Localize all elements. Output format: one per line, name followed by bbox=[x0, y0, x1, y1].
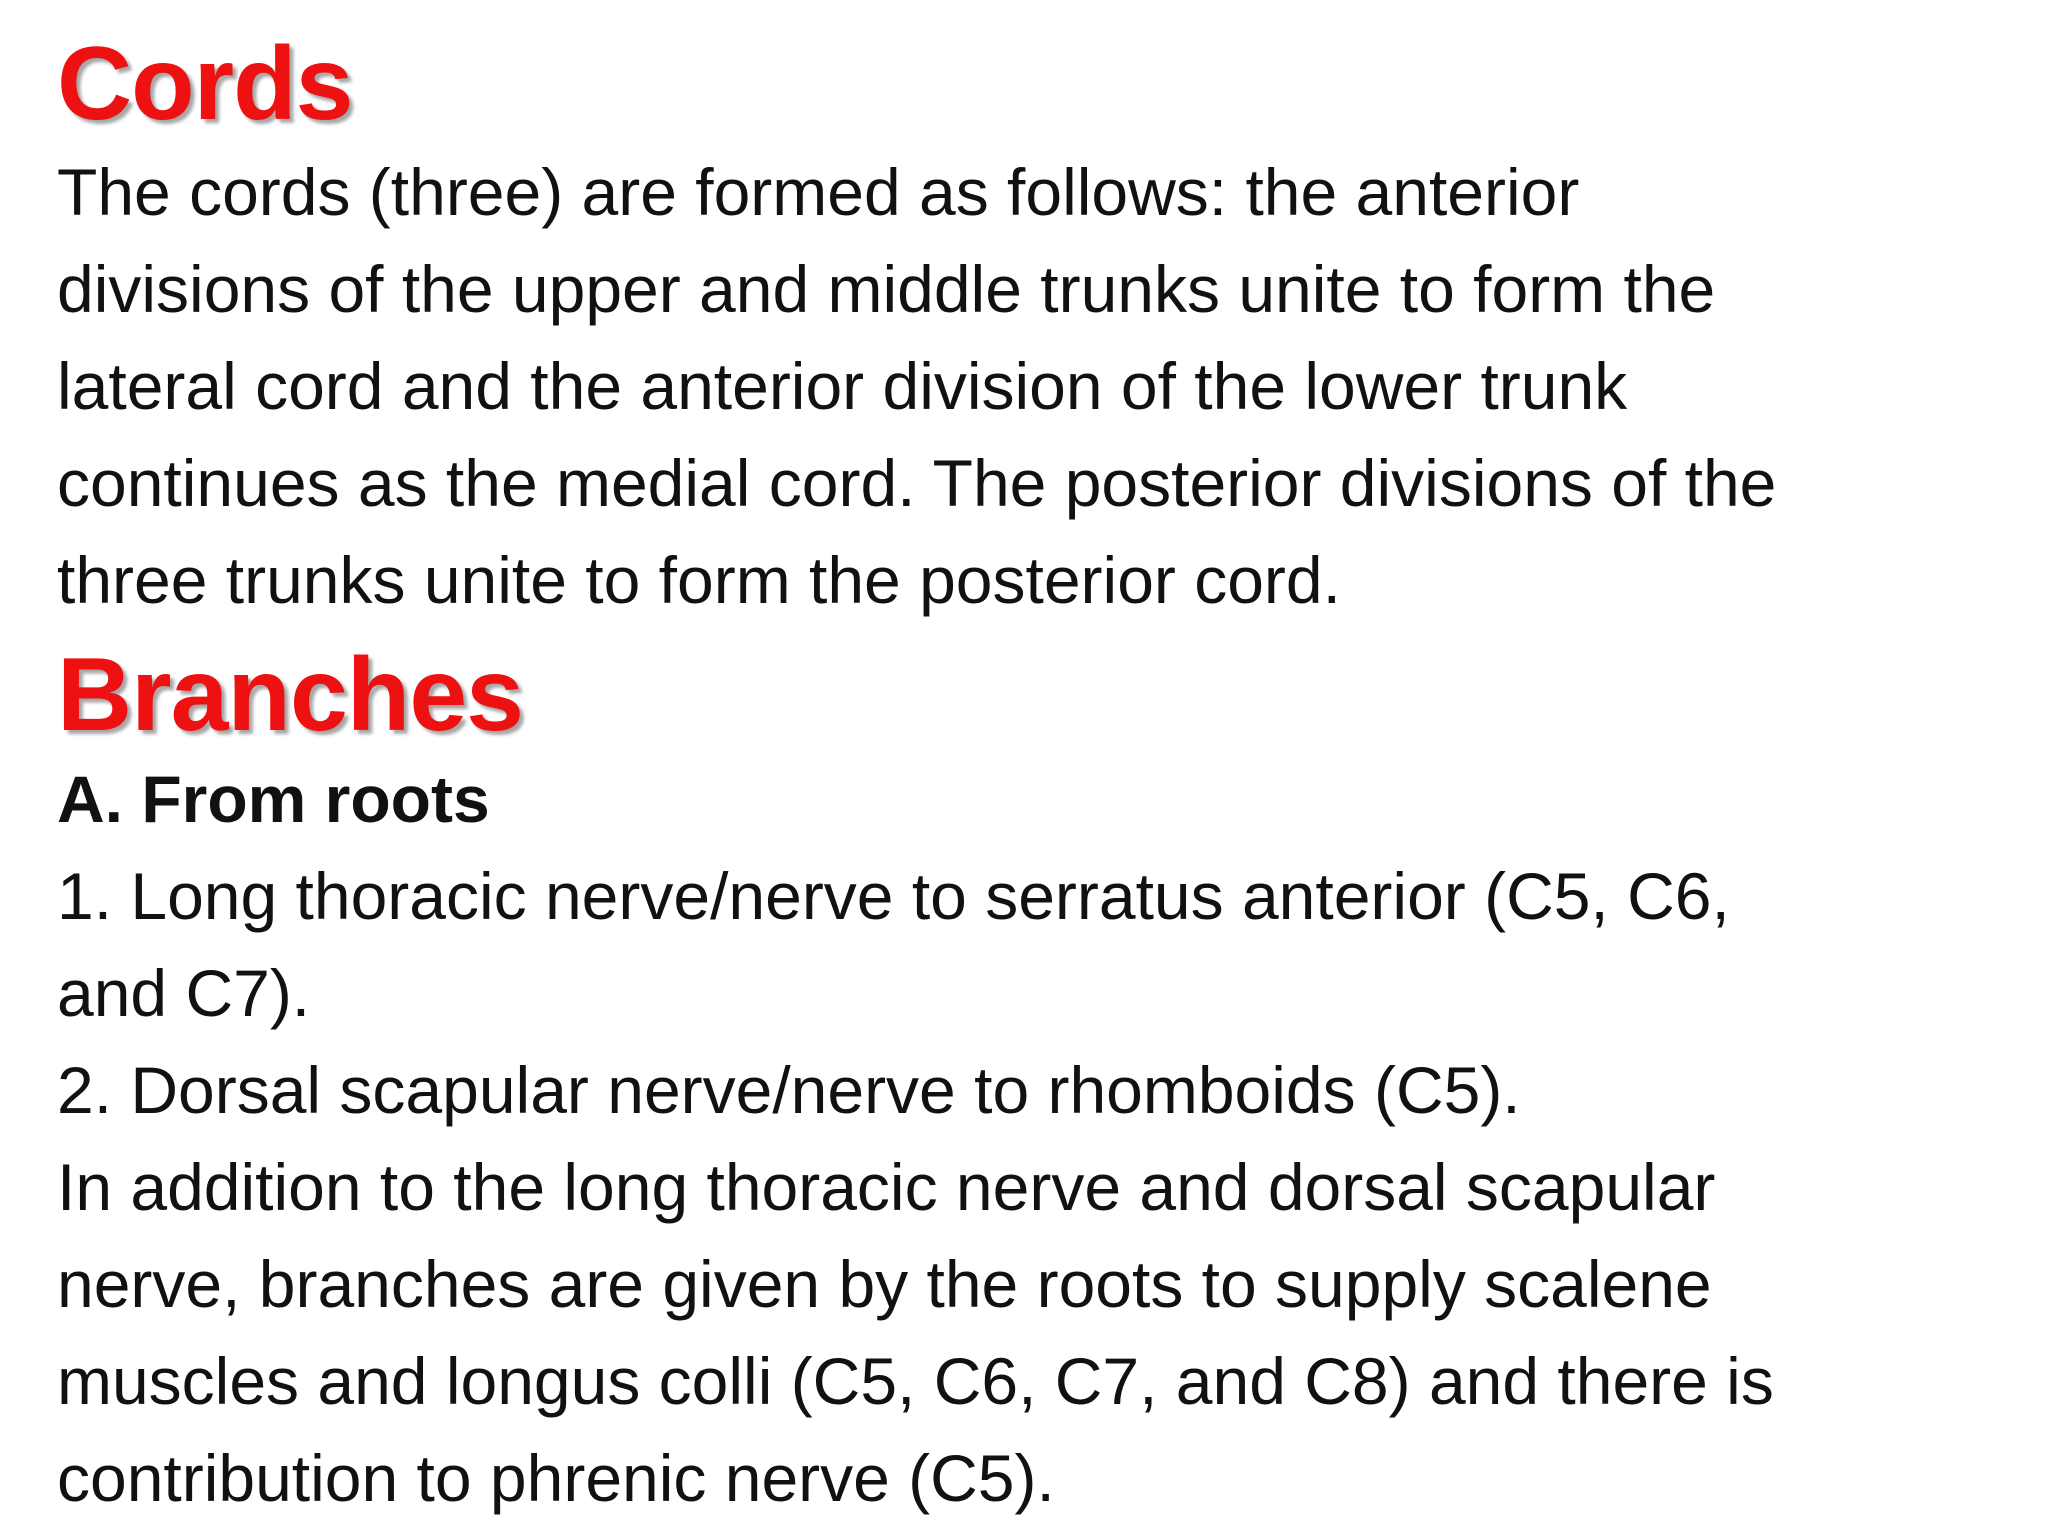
branches-heading: Branches bbox=[57, 637, 523, 753]
branch-item-long-thoracic: 1. Long thoracic nerve/nerve to serratus anterior (C5, C6, and C7). bbox=[57, 859, 1730, 1030]
branch-item-dorsal-scapular: 2. Dorsal scapular nerve/nerve to rhomboids (C5). bbox=[57, 1053, 1521, 1127]
roots-additional-note: In addition to the long thoracic nerve and dorsal scapular nerve, branches are given by the roots to supply scalene muscles and longus colli (C5, C6, C7, and C8) and there is contribution to phrenic nerve (C5). bbox=[57, 1150, 1774, 1515]
cords-paragraph: The cords (three) are formed as follows: the anterior divisions of the upper and middle trunks unite to form the lateral cord and the anterior division of the lower trunk continues as the medial cord. The posterior divisions of the three trunks unite to form the posterior cord. bbox=[57, 155, 1777, 617]
cords-heading: Cords bbox=[57, 26, 353, 142]
from-roots-subheading: A. From roots bbox=[57, 762, 490, 836]
